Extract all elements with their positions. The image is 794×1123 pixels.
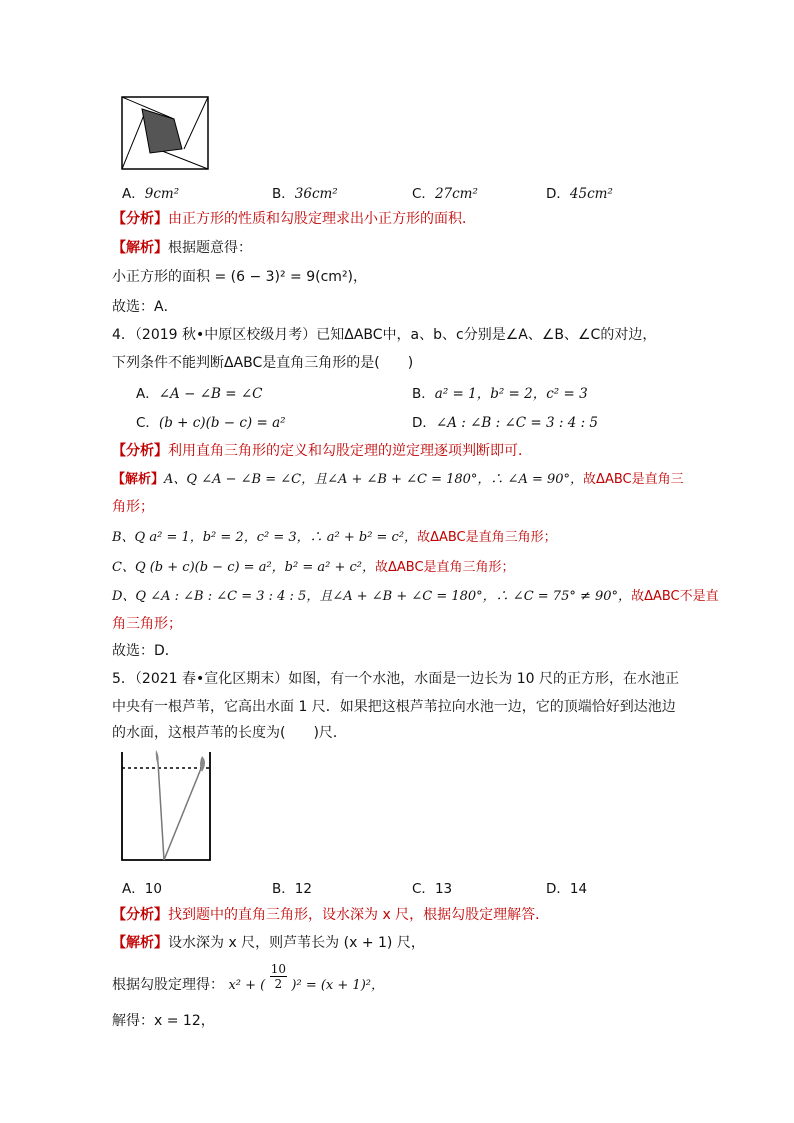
- q5-solution: 【解析】设水深为 x 尺，则芦苇长为 (x + 1) 尺，: [112, 935, 425, 951]
- q5-pythagoras-line: 根据勾股定理得： x² + ( $\frac{10}{2}$ )² = (x + 1)²，: [112, 962, 384, 993]
- q4-solution-b: B、Q a² = 1，b² = 2，c² = 3，∴ a² + b² = c²，故ΔABC是直角三角形；: [112, 530, 557, 545]
- q3-option-a: A．9cm²: [122, 186, 180, 202]
- q4-analysis: 【分析】利用直角三角形的定义和勾股定理的逆定理逐项判断即可．: [112, 443, 532, 459]
- q3-area-line: 小正方形的面积 = (6 − 3)² = 9(cm²)，: [112, 269, 368, 285]
- q5-option-c: C．13: [412, 881, 453, 897]
- q4-answer: 故选：D．: [112, 643, 179, 659]
- pool-figure: [118, 748, 218, 864]
- q5-stem-line2: 中央有一根芦苇，它高出水面 1 尺．如果把这根芦苇拉向水池一边，它的顶端恰好到达池边: [112, 699, 676, 715]
- q5-stem-line3: 的水面，这根芦苇的长度为( )尺．: [112, 725, 347, 741]
- q4-solution-c: C、Q (b + c)(b − c) = a²，b² = a² + c²，故ΔABC是直角三角形；: [112, 560, 515, 575]
- q5-stem-line1: 5．（2021 春•宣化区期末）如图，有一个水池，水面是一边长为 10 尺的正方形，在水池正: [112, 671, 679, 687]
- square-figure: [118, 95, 218, 175]
- q3-option-b: B．36cm²: [272, 186, 338, 202]
- q4-option-d: D．∠A : ∠B : ∠C = 3 : 4 : 5: [412, 415, 599, 431]
- q3-option-d: D．45cm²: [546, 186, 613, 202]
- q4-solution-d-cont: 角三角形；: [112, 616, 182, 632]
- q3-answer: 故选：A．: [112, 299, 178, 315]
- q4-solution-a: 【解析】A、Q ∠A − ∠B = ∠C，且∠A + ∠B + ∠C = 180°，∴ ∠A = 90°，故ΔABC是直角三: [112, 472, 684, 487]
- q4-stem-line2: 下列条件不能判断ΔABC是直角三角形的是( ): [112, 355, 414, 371]
- q5-analysis: 【分析】找到题中的直角三角形，设水深为 x 尺，根据勾股定理解答．: [112, 907, 550, 923]
- q5-solve-line: 解得：x = 12，: [112, 1013, 215, 1029]
- q4-option-b: B．a² = 1，b² = 2，c² = 3: [412, 386, 588, 402]
- q3-solution: 【解析】根据题意得：: [112, 240, 252, 256]
- q4-stem-line1: 4．（2019 秋•中原区校级月考）已知ΔABC中，a、b、c分别是∠A、∠B、∠C的对边，: [112, 327, 657, 343]
- q3-option-c: C．27cm²: [412, 186, 478, 202]
- fraction: $\frac{10}{2}$: [270, 962, 286, 991]
- q3-analysis: 【分析】由正方形的性质和勾股定理求出小正方形的面积．: [112, 211, 476, 227]
- q5-option-d: D．14: [546, 881, 588, 897]
- q5-option-b: B．12: [272, 881, 312, 897]
- q4-option-a: A．∠A − ∠B = ∠C: [136, 386, 263, 402]
- q4-solution-a-cont: 角形；: [112, 499, 154, 515]
- q5-option-a: A．10: [122, 881, 162, 897]
- q4-option-c: C．(b + c)(b − c) = a²: [136, 415, 286, 431]
- q4-solution-d: D、Q ∠A : ∠B : ∠C = 3 : 4 : 5，且∠A + ∠B + ∠C = 180°，∴ ∠C = 75° ≠ 90°，故ΔABC不是直: [112, 589, 719, 604]
